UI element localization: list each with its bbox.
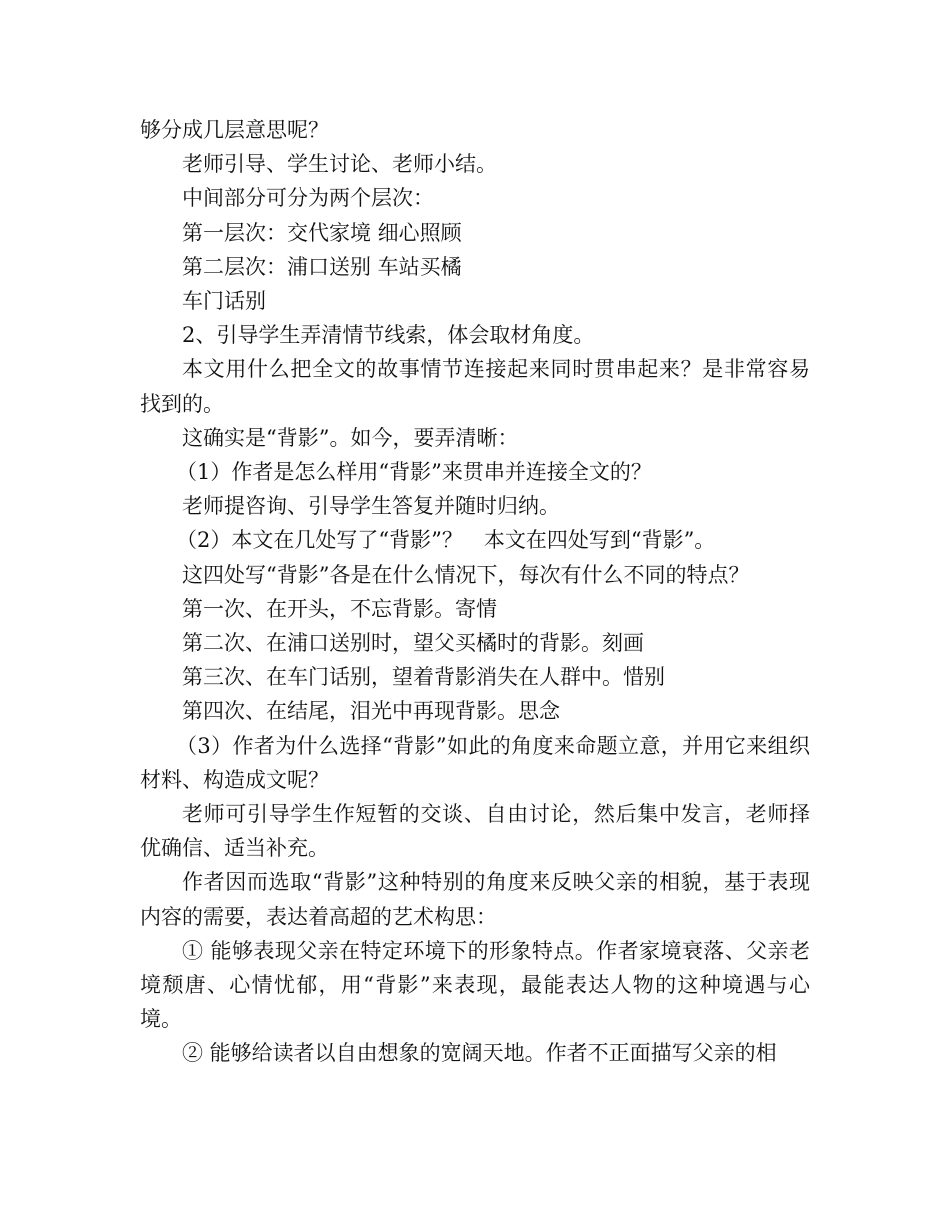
paragraph-7: 2、引导学生弄清情节线索，体会取材角度。 bbox=[182, 323, 595, 348]
document-body bbox=[140, 113, 810, 1071]
paragraph-11: 老师提咨询、引导学生答复并随时归纳。 bbox=[182, 494, 560, 519]
paragraph-12: （2）本文在几处写了“背影”？ 本文在四处写到“背影”。 bbox=[176, 528, 716, 553]
paragraph-4: 第一层次：交代家境 细心照顾 bbox=[182, 220, 462, 245]
paragraph-14: 第一次、在开头，不忘背影。寄情 bbox=[182, 596, 497, 621]
paragraph-8: 本文用什么把全文的故事情节连接起来同时贯串起来？是非常容易找到的。 bbox=[140, 357, 810, 416]
paragraph-6: 车门话别 bbox=[182, 289, 266, 314]
paragraph-5: 第二层次：浦口送别 车站买橘 bbox=[182, 254, 462, 279]
paragraph-17: 第四次、在结尾，泪光中再现背影。思念 bbox=[182, 699, 560, 724]
paragraph-22: ② 能够给读者以自由想象的宽阔天地。作者不正面描写父亲的相 bbox=[182, 1041, 777, 1066]
paragraph-18: （3）作者为什么选择“背影”如此的角度来命题立意，并用它来组织材料、构造成文呢？ bbox=[140, 733, 810, 792]
paragraph-16: 第三次、在车门话别，望着背影消失在人群中。惜别 bbox=[182, 665, 665, 690]
paragraph-13: 这四处写“背影”各是在什么情况下，每次有什么不同的特点？ bbox=[182, 562, 750, 587]
paragraph-1: 够分成几层意思呢？ bbox=[140, 118, 329, 142]
paragraph-21: ① 能够表现父亲在特定环境下的形象特点。作者家境衰落、父亲老境颓唐、心情忧郁，用“背影”来表现，最能表达人物的这种境遇与心境。 bbox=[140, 938, 810, 1032]
paragraph-19: 老师可引导学生作短暂的交谈、自由讨论，然后集中发言，老师择优确信、适当补充。 bbox=[140, 802, 810, 861]
paragraph-20: 作者因而选取“背影”这种特别的角度来反映父亲的相貌，基于表现内容的需要，表达着高超的艺术构思： bbox=[140, 870, 810, 929]
paragraph-2: 老师引导、学生讨论、老师小结。 bbox=[182, 152, 497, 177]
paragraph-10: （1）作者是怎么样用“背影”来贯串并连接全文的？ bbox=[176, 460, 652, 485]
paragraph-9: 这确实是“背影”。如今，要弄清晰： bbox=[182, 425, 519, 450]
paragraph-15: 第二次、在浦口送别时，望父买橘时的背影。刻画 bbox=[182, 631, 644, 656]
paragraph-3: 中间部分可分为两个层次： bbox=[182, 186, 434, 211]
